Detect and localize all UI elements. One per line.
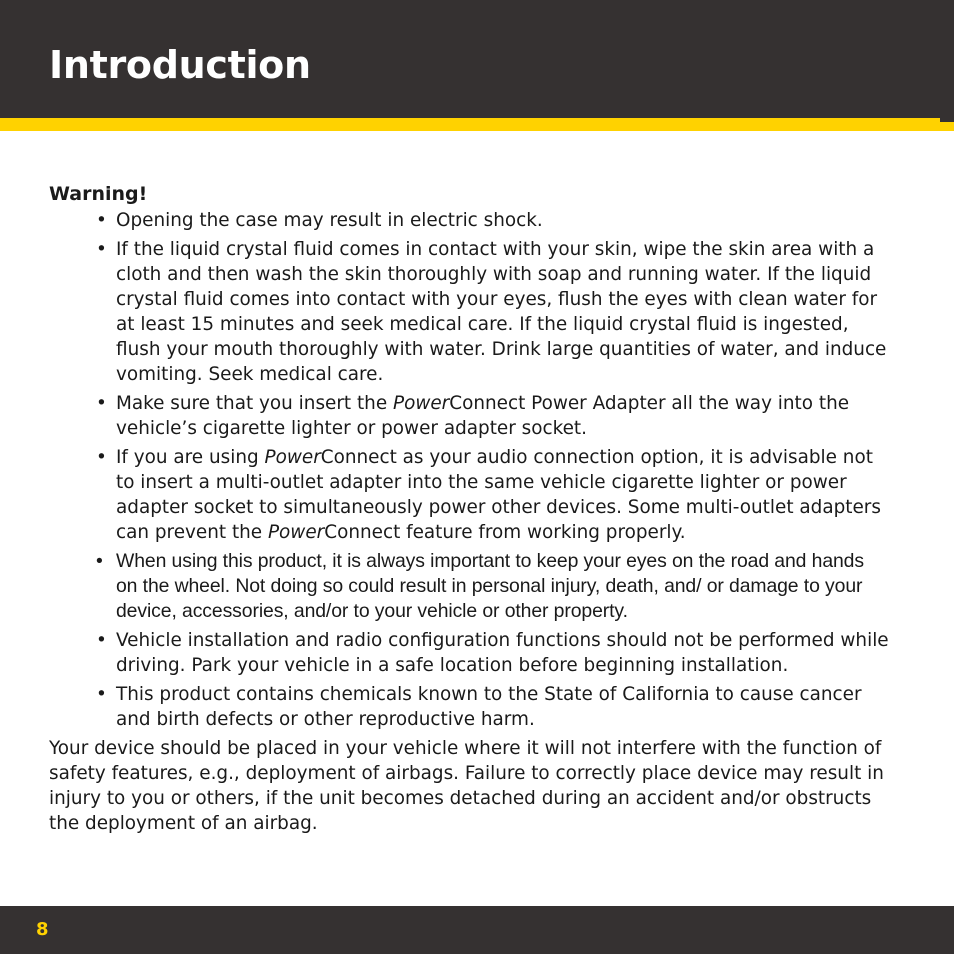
- brand-emphasis: Power: [264, 447, 321, 468]
- warning-item-text-post: Connect feature from working properly.: [324, 522, 686, 543]
- warning-item-electric-shock: [49, 208, 889, 233]
- page-header: [0, 0, 954, 118]
- bullet-icon: •: [96, 393, 107, 414]
- warning-item-text-pre: Make sure that you insert the: [116, 393, 393, 414]
- warning-item-text: If the liquid crystal fluid comes in contact with your skin, wipe the skin area with a cloth and then wash the skin thoroughly with soap and running water. If the liquid crystal fluid comes into contact with your eyes, flush the eyes with clean water for at least 15 minutes and seek medical care. If the liquid crystal fluid is ingested, flush your mouth thoroughly with water. Drink large quantities of water, and induce vomiting. Seek medical care.: [116, 239, 887, 385]
- page-footer: [0, 906, 954, 954]
- warning-item-multi-outlet: [49, 445, 889, 545]
- warning-heading: Warning!: [49, 183, 148, 205]
- brand-emphasis: Power: [267, 522, 325, 543]
- warning-item-text: Vehicle installation and radio configuration functions should not be performed while driving. Park your vehicle in a safe location before beginning installation.: [116, 630, 889, 676]
- warning-item-power-adapter: [49, 391, 889, 441]
- accent-bar: [0, 118, 954, 131]
- bullet-icon: •: [96, 630, 107, 651]
- warning-item-eyes-on-road: [49, 549, 889, 624]
- warning-item-text-pre: If you are using: [116, 447, 265, 468]
- warning-item-prop65: [49, 682, 889, 732]
- warning-item-text: This product contains chemicals known to the State of California to cause cancer and birth defects or other reproductive harm.: [116, 684, 862, 730]
- warning-item-text: When using this product, it is always important to keep your eyes on the road and hands on the wheel. Not doing so could result in personal injury, death, and/ or damage to your device, accessories, and/or to your vehicle or other property.: [116, 550, 864, 622]
- page-content: [49, 180, 889, 836]
- bullet-icon: •: [96, 447, 107, 468]
- bullet-icon: •: [96, 239, 107, 260]
- warning-item-installation: [49, 628, 889, 678]
- warning-item-text-mid: Connect as your audio connection option, it is advisable not to insert a multi-outlet adapter into the same vehicle cigarette lighter or power adapter socket to simultaneously power other devices. Some multi-outlet adapters can prevent the: [116, 447, 881, 543]
- bullet-icon: •: [96, 210, 107, 231]
- page-title: Introduction: [49, 43, 311, 87]
- warning-item-text: Opening the case may result in electric shock.: [116, 210, 543, 231]
- closing-paragraph: Your device should be placed in your vehicle where it will not interfere with the function of safety features, e.g., deployment of airbags. Failure to correctly place device may result in injury to you or others, if the unit becomes detached during an accident and/or obstructs the deployment of an airbag.: [49, 738, 884, 834]
- bullet-icon: •: [96, 550, 103, 572]
- page-number: 8: [36, 919, 49, 940]
- warning-item-text-post: Connect Power Adapter all the way into the vehicle’s cigarette lighter or power adapter socket.: [116, 393, 850, 439]
- bullet-icon: •: [96, 684, 107, 705]
- warning-list: [49, 208, 889, 732]
- warning-item-liquid-crystal: [49, 237, 889, 387]
- brand-emphasis: Power: [392, 393, 450, 414]
